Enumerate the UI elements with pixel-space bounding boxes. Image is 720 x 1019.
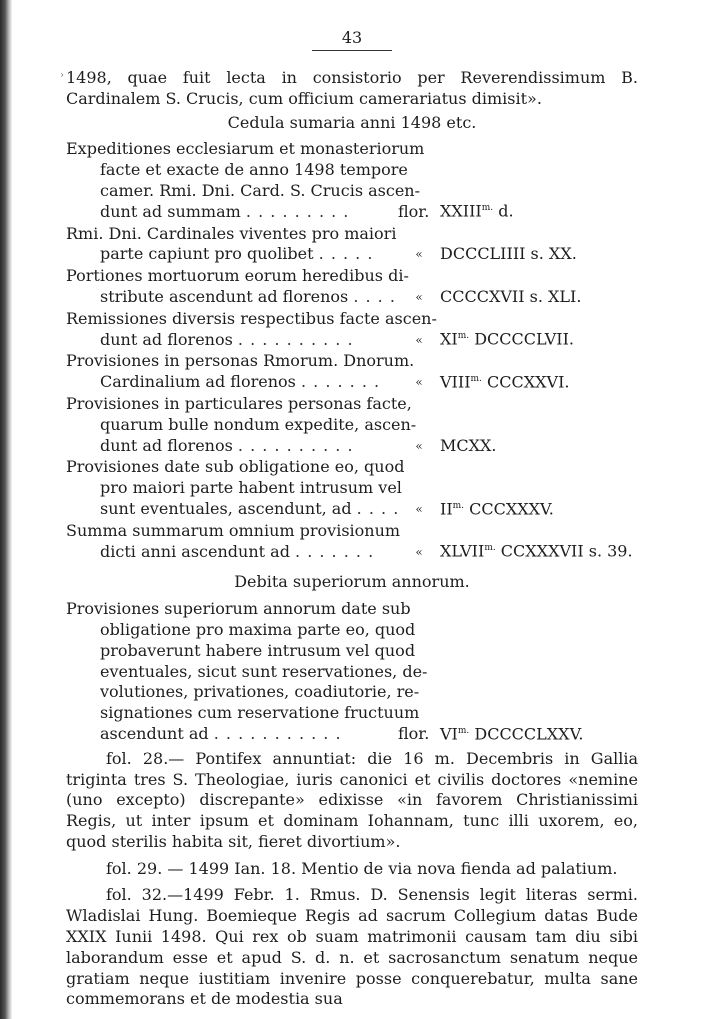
cedula-entry-row <box>66 394 638 456</box>
cedula-entry-entry <box>66 266 638 308</box>
cedula-heading: Cedula sumaria anni 1498 etc. <box>227 112 477 132</box>
cedula-entry-value <box>394 351 638 393</box>
cedula-entry-label-line <box>66 478 402 499</box>
cedula-entry-dot-leader: . . . . . . . <box>295 541 375 561</box>
cedula-entry-unit: « <box>415 375 423 390</box>
cedula-entry-row <box>66 351 638 393</box>
cedula-entry-amount-superscript: m. <box>481 203 494 214</box>
cedula-entry-label-text: dicti anni ascendunt ad <box>100 541 290 561</box>
cedula-entry-label-text: Portiones mortuorum eorum heredibus di- <box>66 266 409 286</box>
cedula-entry-unit: « <box>415 501 423 516</box>
debita-entry-row <box>66 599 638 745</box>
margin-mark: › <box>60 70 64 81</box>
debita-entry-label-line <box>66 599 411 620</box>
cedula-entry-amount <box>440 198 514 222</box>
cedula-entry-label-line <box>66 139 425 160</box>
debita-entry-value <box>394 599 638 745</box>
book-binding-edge <box>0 0 12 1019</box>
cedula-entry-label-text: dunt ad florenos <box>100 435 233 455</box>
cedula-entry-amount-suffix: CCCXXXV. <box>464 498 554 518</box>
debita-entry-label-text: obligatione pro maxima parte eo, quod <box>100 619 416 639</box>
cedula-entry-label <box>66 266 409 308</box>
debita-entry-label-line <box>66 619 416 641</box>
cedula-entry-dot-leader: . . . . <box>353 286 396 306</box>
cedula-entry-label-line <box>66 520 401 542</box>
cedula-entry-label-text: Rmi. Dni. Cardinales viventes pro maiori <box>66 223 397 243</box>
cedula-entry-dot-leader: . . . . <box>356 498 400 518</box>
cedula-entry-label-text: sunt eventuales, ascendunt, ad <box>100 498 352 518</box>
cedula-entry-amount-superscript: m. <box>470 373 482 384</box>
cedula-entry-amount <box>440 538 633 562</box>
cedula-entry-label-text: stribute ascendunt ad florenos <box>100 286 349 306</box>
cedula-entry-entry <box>66 224 638 266</box>
intro-paragraph: 1498, quae fuit lecta in consistorio per Reverendissimum B. Cardinalem S. Crucis, cum officium camerariatus dimisit». <box>66 68 638 108</box>
debita-entry-amount-superscript: m. <box>457 725 470 736</box>
cedula-entry-label-line <box>66 542 394 563</box>
cedula-entry-label-text: dunt ad florenos <box>100 329 233 349</box>
cedula-entry-dot-leader: . . . . . . . . . <box>245 201 350 221</box>
cedula-entry-label <box>66 351 415 393</box>
cedula-entry-amount-superscript: m. <box>452 500 465 511</box>
cedula-entry-value <box>394 266 638 308</box>
cedula-entry-unit: « <box>415 332 423 347</box>
debita-entry-label-text: signationes cum reservatione fructuum <box>100 703 420 723</box>
cedula-entry-label-line <box>66 244 394 265</box>
cedula-entry-entry <box>66 394 638 456</box>
cedula-entry-row <box>66 266 638 308</box>
cedula-entry-label-text: Provisiones in particulares personas facte, <box>66 393 412 413</box>
cedula-entry-amount <box>440 436 497 457</box>
debita-entry-label-line <box>66 703 420 724</box>
cedula-entry-amount-value: DCCCLIIII s. XX. <box>440 244 577 264</box>
cedula-entry-amount-suffix: DCCCCLVII. <box>469 329 575 349</box>
debita-entry-unit: flor. <box>398 723 430 743</box>
cedula-entry-amount-value: XXIII <box>440 201 482 221</box>
cedula-entry-entry <box>66 457 638 519</box>
debita-entry-label-text: volutiones, privationes, coadiutorie, re- <box>100 682 420 702</box>
debita-entry-amount <box>440 721 583 745</box>
cedula-entry-label-line <box>66 266 409 287</box>
cedula-entry-label-line <box>66 498 400 520</box>
cedula-entry-entry <box>66 351 638 393</box>
cedula-entry-unit: « <box>415 438 423 453</box>
page-body <box>66 68 638 1010</box>
cedula-entry-amount-value: CCCCXVII s. XLI. <box>440 286 582 306</box>
cedula-entry-amount-suffix: CCCXXVI. <box>481 372 570 392</box>
cedula-entry-label-text: Provisiones date sub obligatione eo, quod <box>66 457 405 477</box>
cedula-entry-label-line <box>66 393 412 415</box>
debita-ledger <box>66 599 638 745</box>
cedula-entry-label-text: Provisiones in personas Rmorum. Dnorum. <box>66 351 415 371</box>
cedula-entry-label-text: dunt ad summam <box>100 201 241 221</box>
cedula-entry-label <box>66 393 417 456</box>
cedula-entry-amount <box>440 287 581 308</box>
cedula-entry-label-text: Cardinalium ad florenos <box>100 372 296 392</box>
cedula-entry-label-line <box>66 202 394 223</box>
cedula-entry-entry <box>66 521 638 563</box>
debita-entry-entry <box>66 599 638 745</box>
cedula-entry-dot-leader: . . . . . . . <box>300 372 381 392</box>
debita-entry-label-text: eventuales, sicut sunt reservationes, de- <box>100 661 428 681</box>
cedula-entry-label-line <box>66 372 394 393</box>
paragraph-fol-28: fol. 28.— Pontifex annuntiat: die 16 m. Decembris in Gallia triginta tres S. Theologiae, iuris canonici et civilis doctores «nemine (uno excepto) discrepante» edixisse «in favorem Christianissimi Regis, ut inter ipsum et dominam Iohannam, tunc illi uxorem, eo, quod sterilis habita sit, fieret divortium». <box>66 748 638 851</box>
cedula-entry-label-text: quarum bulle nondum expedite, ascen- <box>100 414 417 434</box>
cedula-entry-row <box>66 309 638 351</box>
cedula-entry-label-text: Remissiones diversis respectibus facte ascen- <box>66 308 437 328</box>
cedula-entry-unit: « <box>415 289 423 304</box>
cedula-ledger <box>66 139 638 562</box>
cedula-entry-value <box>394 521 638 563</box>
paragraph-fol-32: fol. 32.—1499 Febr. 1. Rmus. D. Senensis legit literas sermi. Wladislai Hung. Boemieque Regis ad sacrum Collegium datas Bude XXIX Iunii 1498. Qui rex ob suam matrimonii causam tam diu sibi laborandum esse et apud S. d. n. et sacrosanctum senatum neque gratiam neque iustitiam invenire posse conquerebatur, multa sane commemorans et de modestia sua <box>66 885 638 1009</box>
cedula-entry-label-text: parte capiunt pro quolibet <box>100 244 314 264</box>
cedula-entry-label <box>66 223 397 266</box>
cedula-entry-dot-leader: . . . . . . . . . . <box>237 435 354 455</box>
cedula-entry-row <box>66 521 638 563</box>
cedula-entry-label-line <box>66 308 437 330</box>
cedula-entry-label-line <box>66 436 394 457</box>
cedula-entry-unit: flor. <box>398 201 430 221</box>
debita-entry-label-text: probaverunt habere intrusum vel quod <box>100 640 416 660</box>
cedula-entry-row <box>66 139 638 222</box>
cedula-entry-amount <box>440 326 574 350</box>
cedula-entry-label-line <box>66 180 420 202</box>
cedula-entry-unit: « <box>415 247 423 262</box>
cedula-entry-amount-suffix: CCXXXVII s. 39. <box>495 541 633 561</box>
debita-entry-label-line <box>66 640 416 662</box>
cedula-entry-dot-leader: . . . . . <box>318 244 374 264</box>
page-number: 43 <box>341 28 363 47</box>
cedula-entry-amount <box>440 369 569 393</box>
cedula-entry-dot-leader: . . . . . . . . . . <box>237 329 354 349</box>
debita-entry-label-line <box>66 724 394 745</box>
cedula-entry-label-line <box>66 160 408 181</box>
cedula-entry-label <box>66 457 405 519</box>
cedula-entry-label-line <box>66 287 394 308</box>
cedula-entry-label <box>66 308 437 351</box>
cedula-entry-label-line <box>66 414 417 436</box>
debita-entry-label-text: Provisiones superiorum annorum date sub <box>66 599 411 619</box>
paragraph-fol-29: fol. 29. — 1499 Ian. 18. Mentio de via nova fienda ad palatium. <box>106 858 618 878</box>
cedula-entry-unit: « <box>415 544 423 559</box>
cedula-entry-value <box>394 394 638 456</box>
page-number-rule <box>312 50 392 51</box>
cedula-entry-amount-value: VIII <box>440 372 471 392</box>
cedula-entry-value <box>394 457 638 519</box>
cedula-entry-entry <box>66 139 638 222</box>
debita-entry-amount-suffix: DCCCCLXXV. <box>469 723 584 743</box>
cedula-entry-label-text: pro maiori parte habent intrusum vel <box>100 478 402 498</box>
cedula-entry-label-line <box>66 330 394 351</box>
cedula-entry-amount-value: MCXX. <box>440 435 497 455</box>
cedula-entry-amount-superscript: m. <box>457 331 470 342</box>
cedula-entry-label-text: Summa summarum omnium provisionum <box>66 520 401 540</box>
cedula-entry-label-line <box>66 457 405 478</box>
cedula-entry-label-line <box>66 223 397 245</box>
cedula-entry-value <box>394 224 638 266</box>
cedula-entry-entry <box>66 309 638 351</box>
debita-entry-dot-leader: . . . . . . . . . . . <box>213 723 342 743</box>
cedula-entry-label-line <box>66 351 415 372</box>
debita-entry-label-text: ascendunt ad <box>100 723 209 743</box>
cedula-entry-row <box>66 224 638 266</box>
debita-entry-label-line <box>66 661 428 683</box>
debita-heading: Debita superiorum annorum. <box>234 572 470 592</box>
cedula-entry-amount-suffix: d. <box>493 201 514 221</box>
cedula-entry-label-text: camer. Rmi. Dni. Card. S. Crucis ascen- <box>100 180 420 200</box>
debita-entry-amount-value: VI <box>440 723 458 743</box>
cedula-entry-label-text: facte et exacte de anno 1498 tempore <box>100 160 408 180</box>
cedula-entry-amount-value: XI <box>440 329 458 349</box>
debita-entry-label-line <box>66 682 420 703</box>
cedula-entry-value <box>394 309 638 351</box>
cedula-entry-label-text: Expeditiones ecclesiarum et monasteriorum <box>66 139 425 159</box>
cedula-entry-amount <box>440 244 577 265</box>
cedula-entry-row <box>66 457 638 519</box>
cedula-entry-amount-value: XLVII <box>440 541 485 561</box>
cedula-entry-amount-value: II <box>440 498 453 518</box>
cedula-entry-amount-superscript: m. <box>484 543 496 554</box>
cedula-entry-label <box>66 520 401 563</box>
cedula-entry-amount <box>440 496 554 520</box>
cedula-entry-value <box>394 139 638 222</box>
